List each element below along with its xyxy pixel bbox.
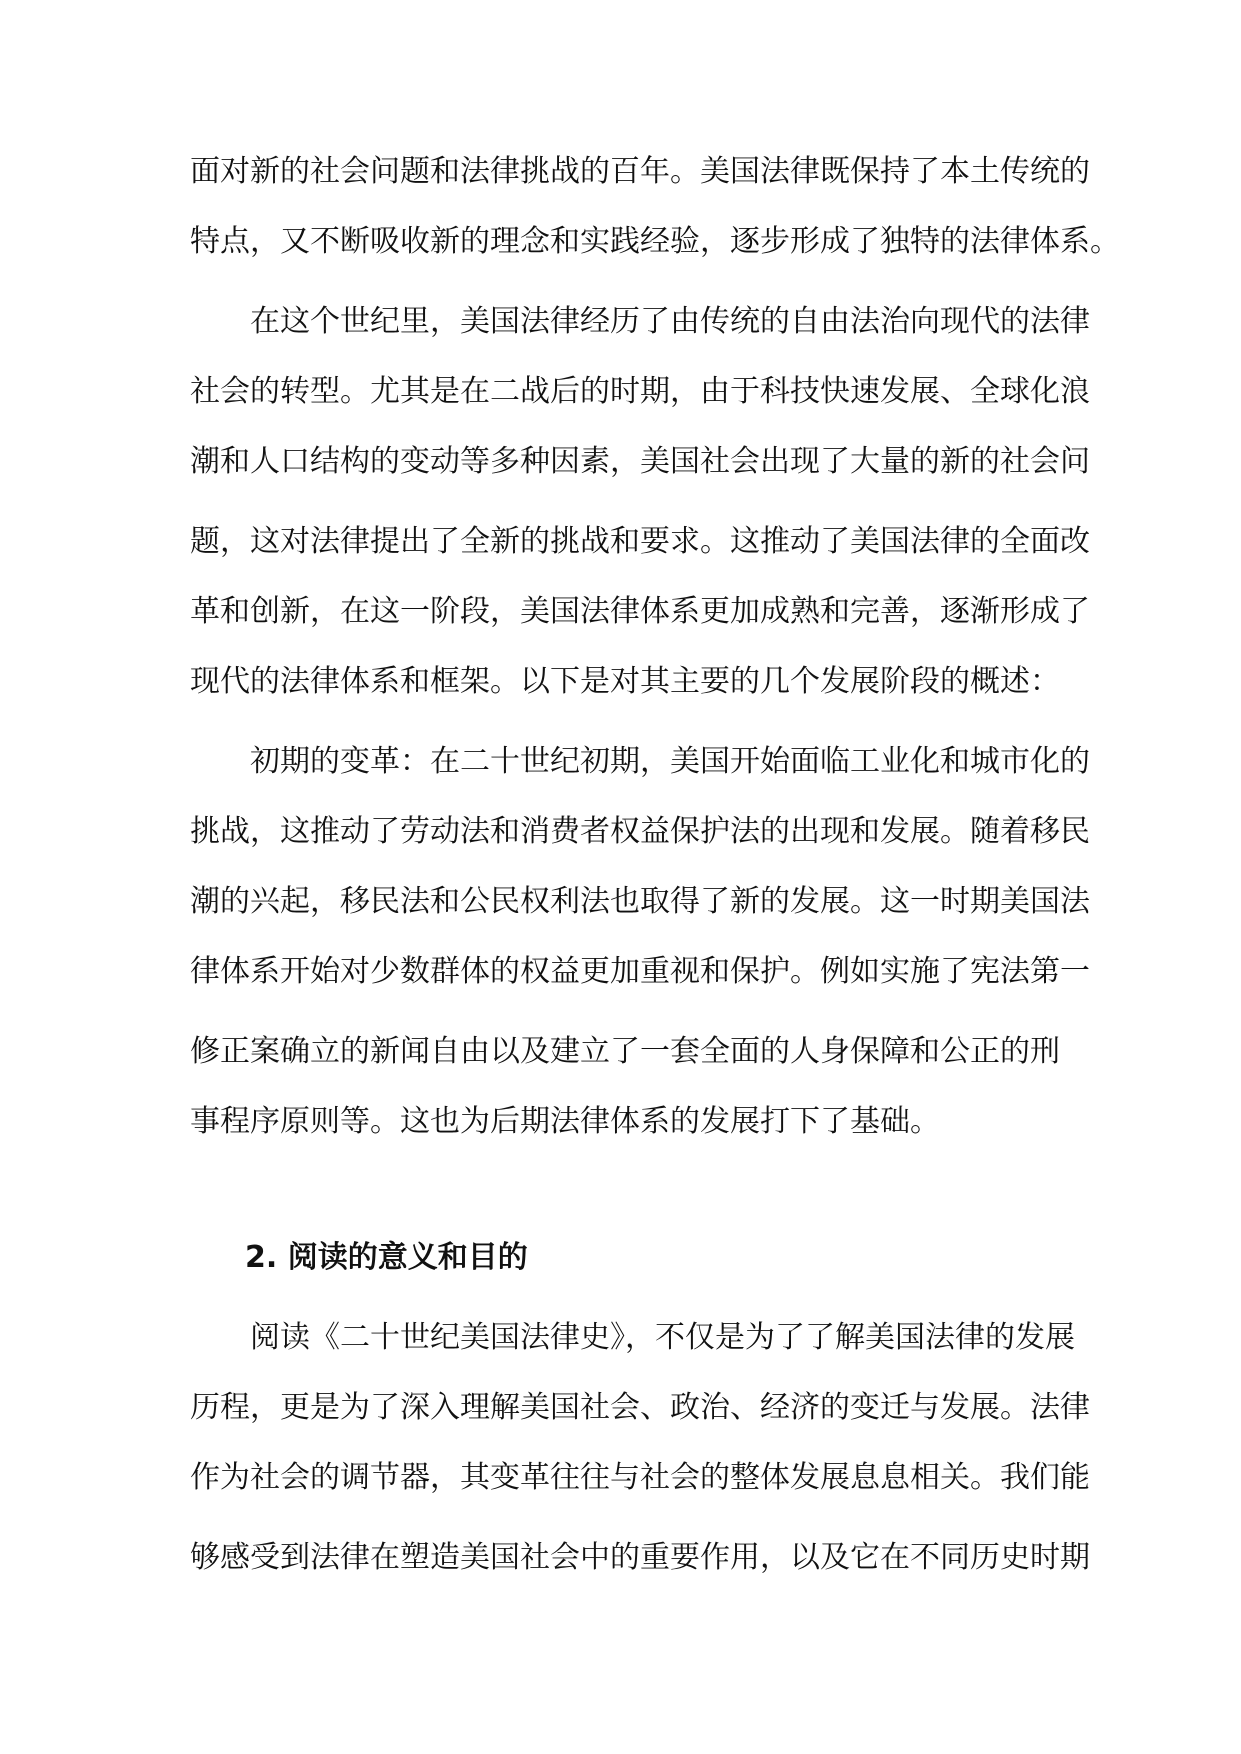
text-line: 律体系开始对少数群体的权益更加重视和保护。例如实施了宪法第一 [190,954,1090,989]
text-line: 题，这对法律提出了全新的挑战和要求。这推动了美国法律的全面改 [190,524,1090,559]
text-line: 事程序原则等。这也为后期法律体系的发展打下了基础。 [190,1104,940,1139]
text-line: 在这个世纪里，美国法律经历了由传统的自由法治向现代的法律 [250,304,1090,339]
text-line: 历程，更是为了深入理解美国社会、政治、经济的变迁与发展。法律 [190,1390,1090,1425]
text-line: 潮和人口结构的变动等多种因素，美国社会出现了大量的新的社会问 [190,444,1090,479]
text-line: 特点，又不断吸收新的理念和实践经验，逐步形成了独特的法律体系。 [190,224,1120,259]
text-line: 社会的转型。尤其是在二战后的时期，由于科技快速发展、全球化浪 [190,374,1090,409]
text-line: 面对新的社会问题和法律挑战的百年。美国法律既保持了本土传统的 [190,154,1090,189]
text-line: 够感受到法律在塑造美国社会中的重要作用，以及它在不同历史时期 [190,1540,1090,1575]
text-line: 现代的法律体系和框架。以下是对其主要的几个发展阶段的概述： [190,664,1060,699]
text-line: 初期的变革：在二十世纪初期，美国开始面临工业化和城市化的 [250,744,1090,779]
text-line: 修正案确立的新闻自由以及建立了一套全面的人身保障和公正的刑 [190,1034,1060,1069]
text-line: 潮的兴起，移民法和公民权利法也取得了新的发展。这一时期美国法 [190,884,1090,919]
text-line: 挑战，这推动了劳动法和消费者权益保护法的出现和发展。随着移民 [190,814,1090,849]
text-line: 革和创新，在这一阶段，美国法律体系更加成熟和完善，逐渐形成了 [190,594,1090,629]
text-line: 作为社会的调节器，其变革往往与社会的整体发展息息相关。我们能 [190,1460,1090,1495]
section-heading: 2. 阅读的意义和目的 [245,1240,528,1275]
text-line: 阅读《二十世纪美国法律史》，不仅是为了了解美国法律的发展 [250,1320,1075,1355]
